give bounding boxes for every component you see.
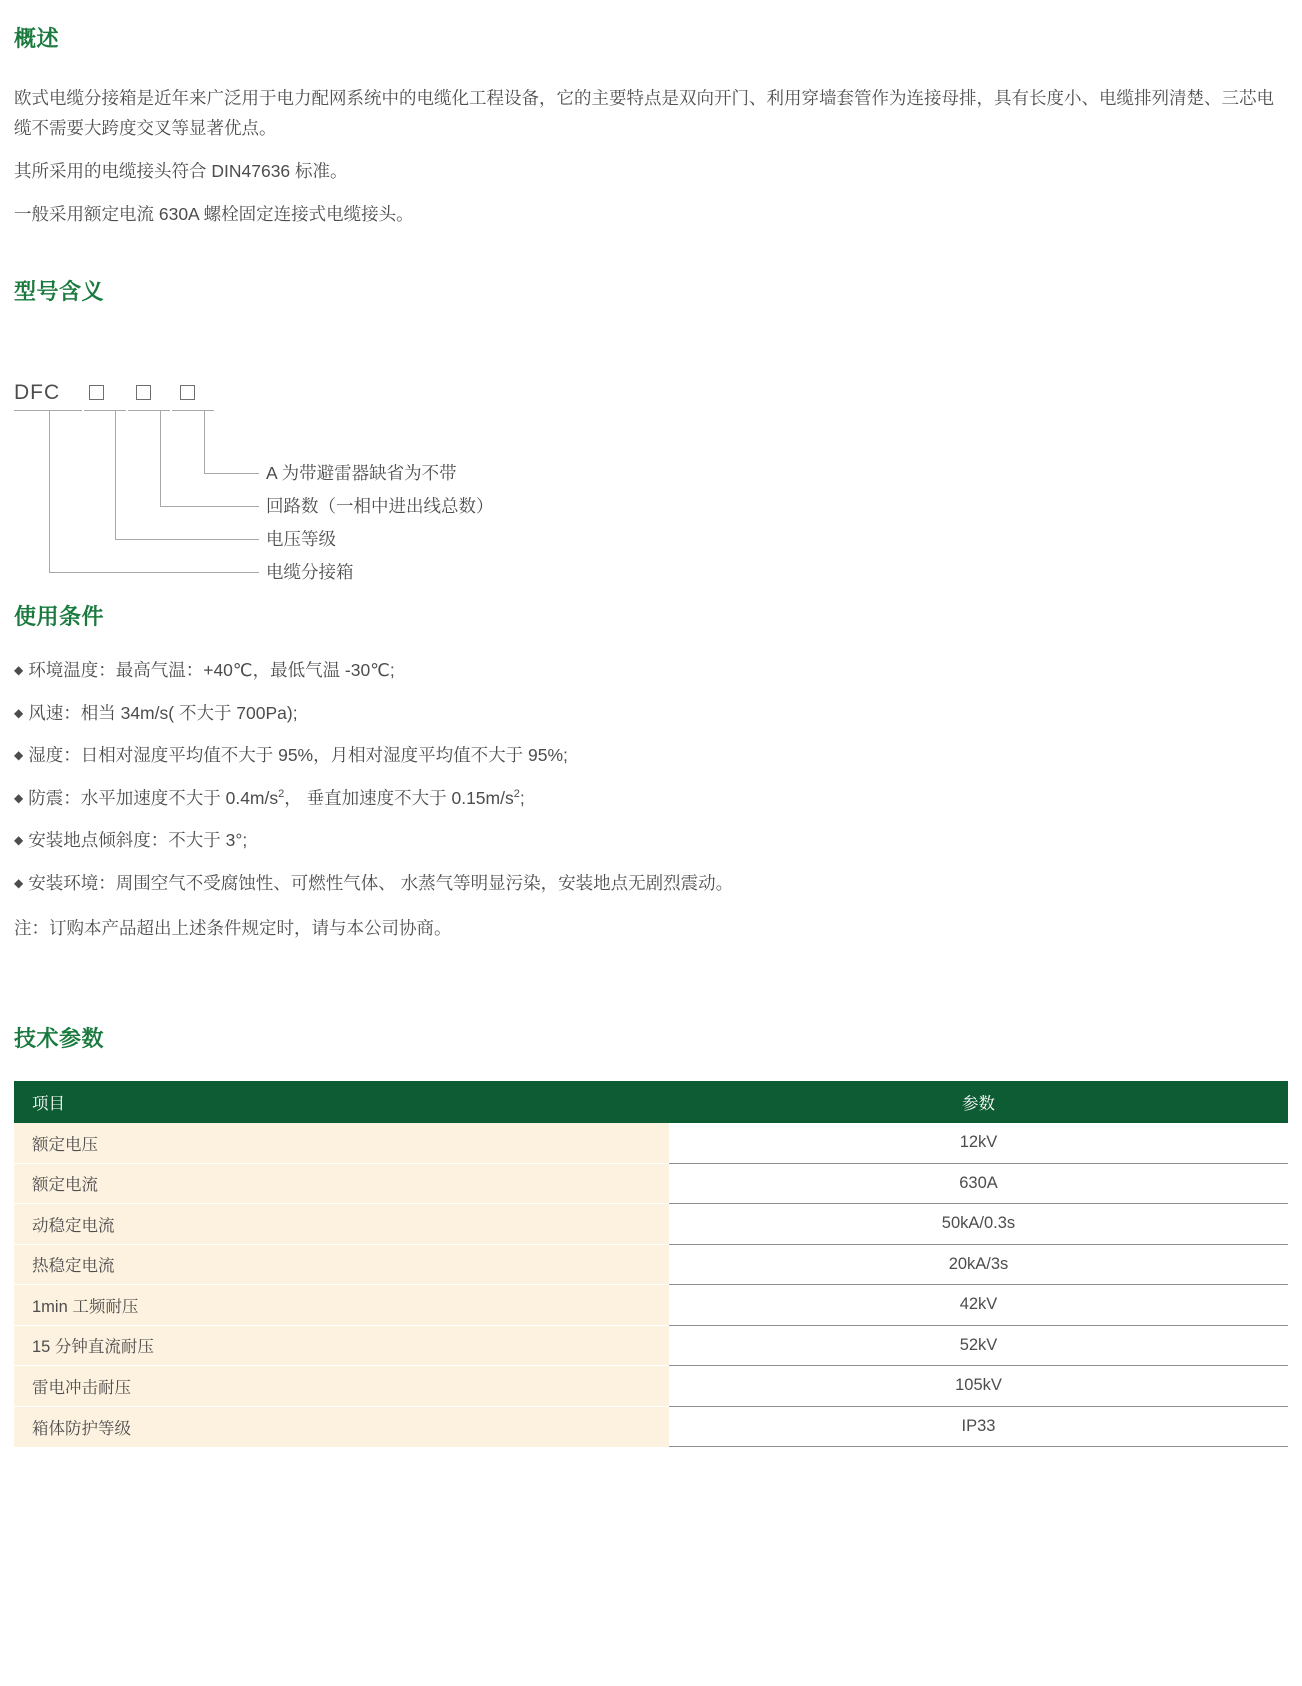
leader-line-slot1-underline: [84, 410, 126, 411]
leader-line-voltage-horizontal: [115, 539, 259, 540]
table-row: [14, 1123, 1288, 1163]
table-header-row: [14, 1081, 1288, 1123]
leader-line-slot2-underline: [128, 410, 170, 411]
condition-item-temperature: [14, 659, 1288, 683]
condition-item-vibration: [14, 787, 1288, 811]
model-legend-arrester: A 为带避雷器缺省为不带: [266, 463, 457, 483]
leader-line-slot3-underline: [172, 410, 214, 411]
overview-heading: 概述: [14, 26, 60, 51]
leader-line-box-vertical: [49, 410, 50, 572]
condition-item-environment: [14, 872, 1288, 896]
diamond-bullet-icon: ◆: [14, 833, 24, 847]
diamond-bullet-icon: ◆: [14, 663, 24, 677]
table-cell-value: 20kA/3s: [669, 1244, 1288, 1285]
table-cell-item: 额定电流: [14, 1163, 669, 1204]
table-body: [14, 1123, 1288, 1447]
overview-paragraphs: [14, 83, 1288, 229]
leader-line-circuits-horizontal: [160, 506, 259, 507]
overview-paragraph: 欧式电缆分接箱是近年来广泛用于电力配网系统中的电缆化工程设备，它的主要特点是双向开门、利用穿墙套管作为连接母排，具有长度小、电缆排列清楚、三芯电缆不需要大跨度交叉等显著优点。: [14, 88, 1274, 138]
table-cell-value: IP33: [669, 1406, 1288, 1447]
overview-section: [14, 22, 1288, 229]
table-cell-value: 12kV: [669, 1123, 1288, 1163]
overview-paragraph: 一般采用额定电流 630A 螺栓固定连接式电缆接头。: [14, 204, 414, 224]
condition-item-wind-speed: [14, 702, 1288, 726]
leader-line-arrester-horizontal: [204, 473, 259, 474]
model-heading: 型号含义: [14, 279, 105, 304]
condition-text: 湿度：日相对湿度平均值不大于 95%，月相对湿度平均值不大于 95%;: [28, 745, 568, 765]
superscript-squared: 2: [513, 787, 520, 800]
table-cell-item: 额定电压: [14, 1123, 669, 1163]
table-row: [14, 1366, 1288, 1407]
technical-parameters-table: [14, 1081, 1288, 1447]
leader-line-arrester-vertical: [204, 410, 205, 473]
table-row: [14, 1244, 1288, 1285]
table-cell-value: 50kA/0.3s: [669, 1204, 1288, 1245]
technical-parameters-section: [14, 1022, 1288, 1447]
superscript-squared: 2: [278, 787, 285, 800]
table-row: [14, 1406, 1288, 1447]
condition-item-slope: [14, 829, 1288, 853]
table-row: [14, 1204, 1288, 1245]
table-cell-item: 15 分钟直流耐压: [14, 1325, 669, 1366]
model-legend-voltage: 电压等级: [266, 529, 336, 549]
leader-line-circuits-vertical: [160, 410, 161, 506]
condition-text-vibration-middle: ， 垂直加速度不大于 0.15m/s: [284, 787, 514, 808]
leader-line-voltage-vertical: [115, 410, 116, 539]
leader-line-box-horizontal: [49, 572, 259, 573]
diamond-bullet-icon: ◆: [14, 790, 24, 805]
model-legend-box: 电缆分接箱: [266, 562, 354, 582]
condition-text-vibration-prefix: 防震：水平加速度不大于 0.4m/s: [28, 787, 279, 808]
table-cell-item: 热稳定电流: [14, 1244, 669, 1285]
condition-text: 安装地点倾斜度：不大于 3°;: [28, 830, 248, 850]
tech-heading: 技术参数: [14, 1026, 105, 1051]
table-cell-value: 630A: [669, 1163, 1288, 1204]
leader-line-prefix-underline: [14, 410, 82, 411]
condition-item-humidity: [14, 744, 1288, 768]
table-row: [14, 1325, 1288, 1366]
usage-conditions-section: [14, 600, 1288, 956]
diamond-bullet-icon: ◆: [14, 875, 24, 890]
model-slot-circuits: [136, 385, 151, 400]
model-code-diagram: [14, 333, 714, 582]
table-cell-item: 箱体防护等级: [14, 1406, 669, 1447]
condition-text: 环境温度：最高气温：+40℃，最低气温 -30℃;: [28, 660, 395, 680]
model-slot-arrester: [180, 385, 195, 400]
table-cell-value: 42kV: [669, 1285, 1288, 1326]
diamond-bullet-icon: ◆: [14, 705, 24, 720]
table-cell-item: 1min 工频耐压: [14, 1285, 669, 1326]
overview-paragraph: 其所采用的电缆接头符合 DIN47636 标准。: [14, 161, 348, 181]
conditions-note: 注：订购本产品超出上述条件规定时，请与本公司协商。: [14, 917, 452, 938]
conditions-heading: 使用条件: [14, 604, 105, 629]
table-header-value: 参数: [669, 1081, 1288, 1123]
table-cell-value: 52kV: [669, 1325, 1288, 1366]
diamond-bullet-icon: ◆: [14, 748, 24, 762]
table-cell-item: 动稳定电流: [14, 1204, 669, 1245]
model-slot-voltage: [89, 385, 104, 400]
model-prefix-label: DFC: [14, 381, 61, 404]
table-row: [14, 1163, 1288, 1204]
table-header-item: 项目: [14, 1081, 669, 1123]
conditions-list: [14, 659, 1288, 896]
table-row: [14, 1285, 1288, 1326]
model-designation-section: [14, 275, 714, 582]
condition-text: 风速：相当 34m/s( 不大于 700Pa);: [28, 702, 298, 723]
table-cell-value: 105kV: [669, 1366, 1288, 1407]
condition-text: 安装环境：周围空气不受腐蚀性、可燃性气体、 水蒸气等明显污染，安装地点无剧烈震动。: [28, 872, 734, 893]
table-head: [14, 1081, 1288, 1123]
model-legend-circuits: 回路数（一相中进出线总数）: [266, 496, 494, 516]
condition-text-vibration-suffix: ;: [519, 787, 525, 808]
table-cell-item: 雷电冲击耐压: [14, 1366, 669, 1407]
